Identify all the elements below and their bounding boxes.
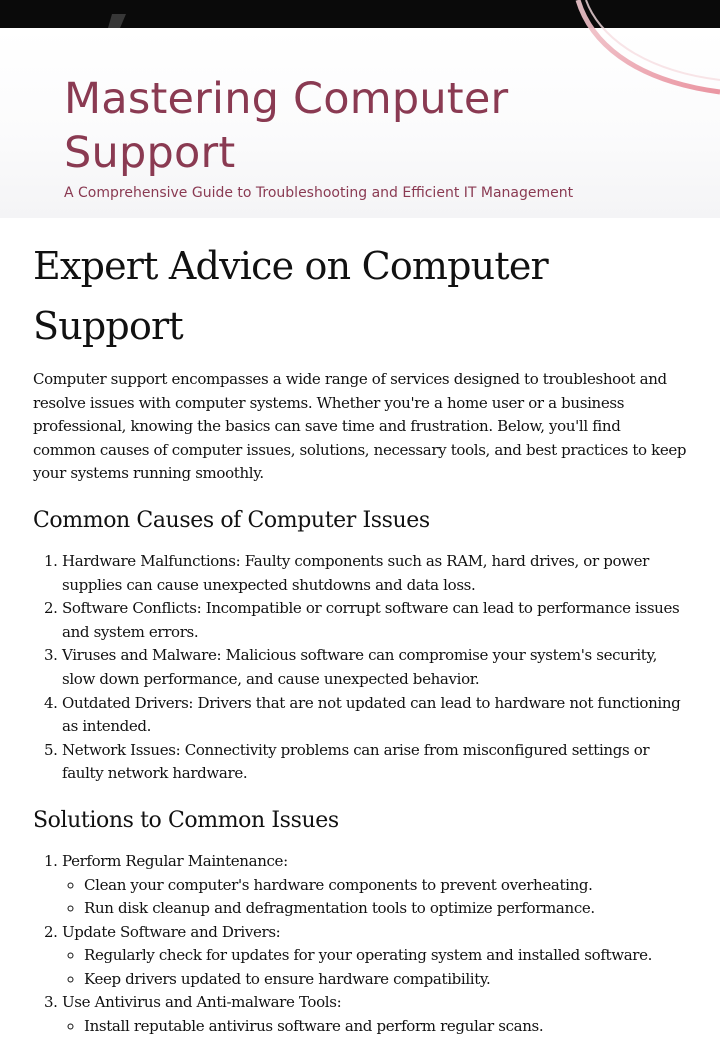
solution-label: Use Antivirus and Anti-malware Tools: <box>62 993 342 1012</box>
sub-list-item: ◦ Keep drivers updated to ensure hardware compatibility. <box>84 968 687 992</box>
sub-list <box>62 944 687 991</box>
solutions-heading: Solutions to Common Issues <box>33 807 339 833</box>
list-item <box>62 991 687 1038</box>
article-title: Expert Advice on Computer Support <box>33 244 548 348</box>
causes-heading: Common Causes of Computer Issues <box>33 507 430 533</box>
sub-list <box>62 1015 687 1039</box>
article <box>33 236 687 1039</box>
intro-paragraph: Computer support encompasses a wide range of services designed to troubleshoot and resolve issues with computer systems. Whether you're a home user or a business professional, knowing the basics can save time and frustration. Below, you'll find common causes of computer issues, solutions, necessary tools, and best practices to keep your systems running smoothly. <box>33 370 687 483</box>
list-item: 3. Viruses and Malware: Malicious software can compromise your system's security, slow down performance, and cause unexpected behavior. <box>62 644 687 691</box>
page-subtitle: A Comprehensive Guide to Troubleshooting and Efficient IT Management <box>64 185 574 201</box>
list-item: 2. Software Conflicts: Incompatible or corrupt software can lead to performance issues and system errors. <box>62 597 687 644</box>
sub-list-item: ◦ Clean your computer's hardware components to prevent overheating. <box>84 874 687 898</box>
causes-list <box>33 550 687 786</box>
sub-list-item: ◦ Regularly check for updates for your operating system and installed software. <box>84 944 687 968</box>
sub-list-item: ◦ Run disk cleanup and defragmentation tools to optimize performance. <box>84 897 687 921</box>
top-bar <box>0 0 720 28</box>
sub-list <box>62 874 687 921</box>
list-item <box>62 921 687 992</box>
list-item: 1. Hardware Malfunctions: Faulty components such as RAM, hard drives, or power supplies can cause unexpected shutdowns and data loss. <box>62 550 687 597</box>
header-banner <box>0 28 720 218</box>
solution-label: Update Software and Drivers: <box>62 922 281 941</box>
list-item: 5. Network Issues: Connectivity problems can arise from misconfigured settings or faulty network hardware. <box>62 739 687 786</box>
page-title: Mastering Computer Support <box>64 74 509 178</box>
sub-list-item: ◦ Install reputable antivirus software and perform regular scans. <box>84 1015 687 1039</box>
list-item <box>62 850 687 921</box>
solution-label: Perform Regular Maintenance: <box>62 851 288 870</box>
solutions-list <box>33 850 687 1039</box>
list-item: 4. Outdated Drivers: Drivers that are not updated can lead to hardware not functioning as intended. <box>62 692 687 739</box>
